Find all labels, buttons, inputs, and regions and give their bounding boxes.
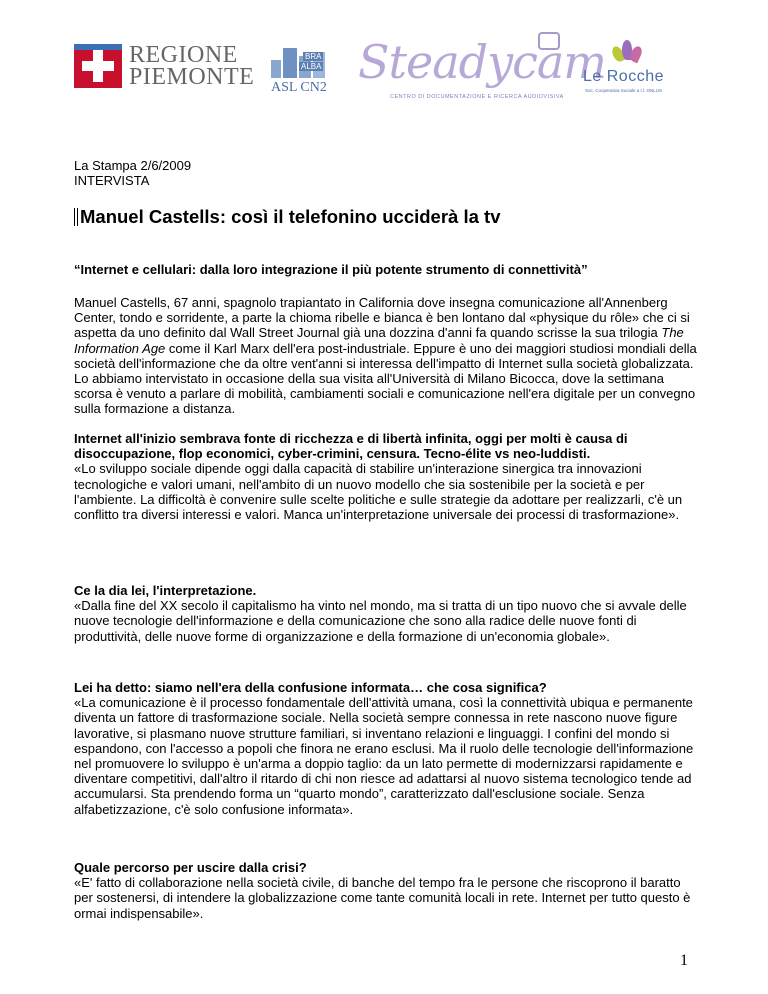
buildings-icon: BRA ALBA [271, 48, 331, 78]
source-line: La Stampa 2/6/2009 [74, 158, 192, 173]
article-title: Manuel Castells: così il telefonino ucciderà la tv [74, 206, 500, 228]
steadycam-logo: Steadycam CENTRO DI DOCUMENTAZIONE E RICERCA AUDIOVISIVA [358, 32, 558, 106]
regione-piemonte-wordmark: REGIONE PIEMONTE [129, 42, 255, 90]
page-number: 1 [680, 952, 688, 969]
answer: «Lo sviluppo sociale dipende oggi dalla capacità di stabilire un'interazione sinergica tra innovazioni tecnologiche e valori umani, nell'ambito di un nuovo modello che sia sostenibile per la società e per l'ambiente. La difficoltà è convenire sulle scelte politiche e sulle strategie da adottare per realizzarli, c'è un conflitto tra diversi interessi e valori. Manca un'interpretazione universale dei processi di trasformazione». [74, 461, 683, 523]
question: Quale percorso per uscire dalla crisi? [74, 860, 307, 875]
asl-cn2-logo: BRA ALBA ASL CN2 [271, 48, 341, 96]
qa-block-4 [74, 860, 698, 921]
qa-block-3 [74, 680, 698, 817]
qa-block-1 [74, 431, 698, 522]
flower-icon [609, 38, 643, 66]
article-subtitle: “Internet e cellulari: dalla loro integrazione il più potente strumento di connettività” [74, 262, 588, 277]
answer: «La comunicazione è il processo fondamentale dell'attività umana, così la connettività ubiqua e permanente diventa un fattore di trasformazione sociale. Nella società sempre connessa in rete nascono nuove figure lavorative, si plasmano nuove strutture familiari, si inventano relazioni e linguaggi. I confini del mondo si espandono, con l'accesso a popoli che finora ne erano esclusi. Ma il ruolo delle tecnologie dell'informazione nel promuovere lo sviluppo è un'arma a doppio taglio: da un lato permette di modernizzarsi rapidamente e diventare competitivi, dall'altro il ritardo di chi non riesce ad adattarsi al nuovo sistema tecnologico tende ad accumularsi. Sta prendendo forma un “quarto mondo”, caratterizzato dall'esclusione sociale. Senza alfabetizzazione, c'è solo confusione informata». [74, 695, 694, 817]
le-rocche-logo: Le Rocche Soc. Cooperativa Sociale a r.l. ONLUS [583, 38, 683, 98]
answer: «E' fatto di collaborazione nella società civile, di banche del tempo fra le persone che riscoprono il baratto per sostenersi, di intendere la globalizzazione come tante comunità locali in rete. Internet per tutto questo è ormai indispensabile». [74, 875, 691, 921]
logo-bar [0, 30, 768, 110]
question: Internet all'inizio sembrava fonte di ricchezza e di libertà infinita, oggi per molti è causa di disoccupazione, flop economici, cyber-crimini, censura. Tecno-élite vs neo-luddisti. [74, 431, 628, 462]
question: Ce la dia lei, l'interpretazione. [74, 583, 257, 598]
regione-piemonte-logo [74, 42, 255, 94]
camera-icon [538, 32, 560, 50]
article-meta [74, 158, 191, 188]
question: Lei ha detto: siamo nell'era della confusione informata… che cosa significa? [74, 680, 547, 695]
answer: «Dalla fine del XX secolo il capitalismo ha vinto nel mondo, ma si tratta di un tipo nuovo che si avvale delle nuove tecnologie dell'informazione e della comunicazione che sono alla radice delle nuove fonti di produttività, delle nuove forme di organizzazione e della formazione di un'economia globale». [74, 598, 687, 644]
section-line: INTERVISTA [74, 173, 150, 188]
piemonte-flag-icon [74, 44, 122, 88]
intro-paragraph: Manuel Castells, 67 anni, spagnolo trapiantato in California dove insegna comunicazione all'Annenberg Center, tondo e sorridente, a parte la chioma ribelle e bianca è ben lontano dal «physique du rôle» che ci si aspetta da uno definito dal Wall Street Journal già una dozzina d'anni fa quando scrisse la sua trilogia The Information Age come il Karl Marx dell'era post-industriale. Eppure è uno dei maggiori studiosi mondiali della società dell'informazione che da oltre vent'anni si interessa dell'impatto di Internet sulla società globalizzata. Lo abbiamo intervistato in occasione della sua visita all'Università di Milano Bicocca, dove la settimana scorsa è venuto a parlare di mobilità, cambiamenti sociali e comunicazione nell'era digitale per un convegno sulla formazione a distanza. [74, 295, 697, 417]
qa-block-2 [74, 583, 698, 644]
